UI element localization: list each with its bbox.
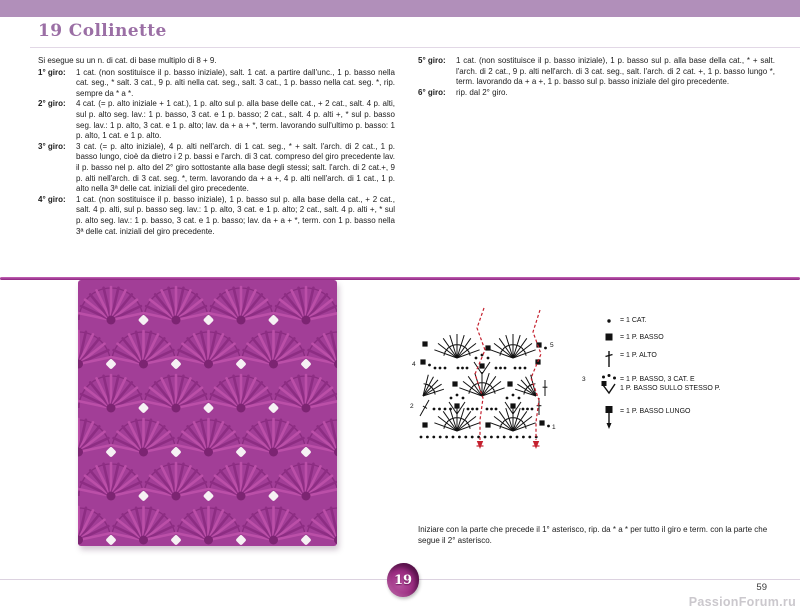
round-text: rip. dal 2° giro. <box>456 87 508 97</box>
top-accent-bar <box>0 0 800 17</box>
round-text: 1 cat. (non sostituisce il p. basso iniziale), salt. 1 cat. a partire dall'unc., 1 p. basso nella cat. seg., * salt. 3 cat., 9 p. alti nella cat. seg., salt. 3 cat., 1 p. basso nella cat. seg. *, rip. sempre da * a *. <box>76 67 395 98</box>
chain-dot-icon <box>598 314 620 326</box>
watermark: PassionForum.ru <box>688 595 796 609</box>
pattern-number: 19 <box>393 572 413 588</box>
legend-label: = 1 CAT. <box>620 317 647 324</box>
round-1-instruction <box>38 68 395 100</box>
round-6-instruction <box>418 88 775 99</box>
round-text: 1 cat. (non sostituisce il p. basso iniziale), 1 p. basso sul p. alla base della cat., + 2 cat., salt. 4 p. alti, sul p. basso seg. lav.: 1 p. alto, 3 cat. e 1 p. alto; 2 cat., salt. 4 p. alti +, * sul p. alto seg. lav.: 1 p. basso, 3 cat. e 1 p. basso; lav. da + a + *, term. con 1 p. basso nella 3ª delle cat. iniziali del giro precedente. <box>76 194 395 236</box>
page-number: 59 <box>756 582 767 593</box>
repeat-note: Iniziare con la parte che precede il 1° asterisco, rip. da * a * per tutto il giro e term. con la parte che segue il 2° asterisco. <box>418 525 768 545</box>
round-text: 1 cat. (non sostituisce il p. basso iniziale), 1 p. basso sul p. alla base della cat., * + salt. l'arch. di 2 cat., 9 p. alti nell'arch. di 3 cat. seg., salt. l'arch. di 2 cat. +, 1 p. basso lungo *, term. lavorando da + a +, 1 p. basso sul p. basso iniziale del giro precedente. <box>456 56 775 87</box>
instructions-right-column <box>418 56 775 98</box>
legend-item <box>598 331 800 349</box>
legend-label <box>620 373 721 393</box>
round-3-instruction <box>38 142 395 195</box>
round-label: 3° giro: <box>38 141 66 151</box>
intro-text: Si esegue su un n. di cat. di base multiplo di 8 + 9. <box>38 56 217 65</box>
legend-item <box>598 373 800 405</box>
shell-vee-icon <box>598 373 620 397</box>
round-text: 4 cat. (= p. alto iniziale + 1 cat.), 1 p. alto sul p. alla base delle cat., + 2 cat., salt. 4 p. alti, sul p. alto seg. lav.: 1 p. basso, 3 cat. e 1 p. basso; 2 cat., salt. 4 p. alti +, * sul p. basso seg. lav.: 1 p. alto, 3 cat. e 1 p. alto; lav. da + a + *, term. lavorando sull'ultimo p. basso: 1 p. alto, 1 cat. e 1 p. alto. <box>76 99 395 141</box>
legend-label: = 1 P. BASSO <box>620 334 664 341</box>
svg-text:5: 5 <box>550 342 554 349</box>
legend-label-line2: 1 P. BASSO SULLO STESSO P. <box>620 385 721 392</box>
round-label: 5° giro: <box>418 56 446 65</box>
svg-text:4: 4 <box>412 361 416 368</box>
round-text: 3 cat. (= p. alto iniziale), 4 p. alti nell'arch. di 1 cat. seg., * + salt. l'arch. di 2 cat., 1 p. basso lungo, cioè da dietro i 2 p. bassi e l'arch. di 3 cat. compreso del giro precedente lav. il p. basso nel p. alto del 2° giro sottostante alla base degli stessi; salt. l'arch. di 2 cat.+, 9 p. alti nell'arch. di 3 cat. seg. *, term. lavorando da + a +, 4 p. alti nell'arch. di 1 cat., 1 p. alto nella 3ª delle cat. iniziali del giro precedente. <box>76 141 395 194</box>
round-5-instruction <box>418 56 775 88</box>
legend-item <box>598 314 800 331</box>
double-crochet-dagger-icon <box>598 349 620 369</box>
title-underline <box>30 47 800 48</box>
svg-text:3: 3 <box>582 376 586 383</box>
legend-item <box>598 349 800 373</box>
yarn-ball-page-marker <box>387 563 419 597</box>
svg-text:1: 1 <box>552 424 556 431</box>
round-2-instruction <box>38 99 395 141</box>
page-title: 19 Collinette <box>38 21 167 41</box>
legend-label: = 1 P. BASSO LUNGO <box>620 408 691 415</box>
swatch-photo <box>78 280 337 546</box>
crochet-chart <box>406 300 591 455</box>
legend-label: = 1 P. ALTO <box>620 352 657 359</box>
round-4-instruction <box>38 195 395 237</box>
round-label: 4° giro: <box>38 194 66 204</box>
svg-text:2: 2 <box>410 403 414 410</box>
long-single-crochet-icon <box>598 405 620 431</box>
round-label: 2° giro: <box>38 99 66 109</box>
instructions-left-column <box>38 56 395 237</box>
single-crochet-square-icon <box>598 331 620 343</box>
legend-label-line1: = 1 P. BASSO, 3 CAT. E <box>620 376 695 383</box>
round-label: 1° giro: <box>38 67 66 77</box>
symbol-legend <box>598 314 800 431</box>
legend-item <box>598 405 800 431</box>
round-label: 6° giro: <box>418 87 446 97</box>
